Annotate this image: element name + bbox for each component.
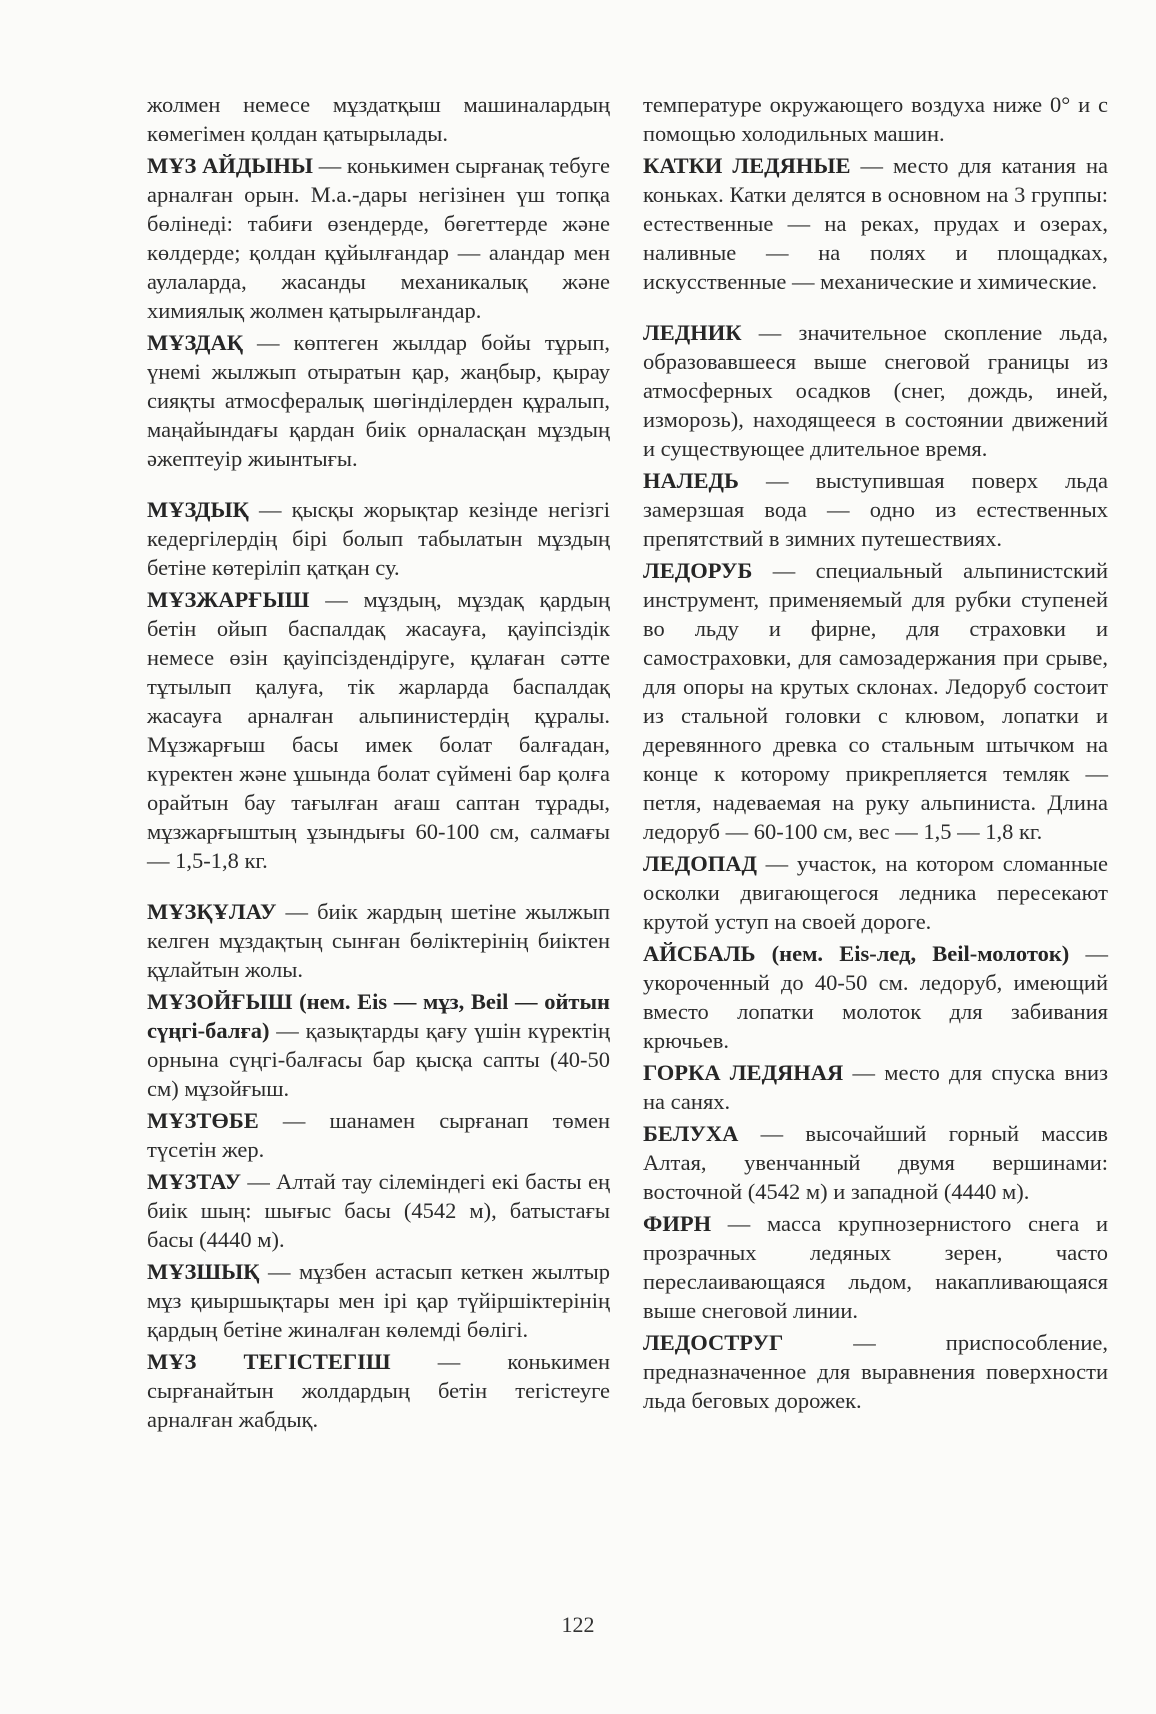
dictionary-entry (643, 318, 1108, 463)
entry-term: МҰЗЖАРҒЫШ (147, 587, 310, 612)
entry-definition: — Алтай тау сілеміндегі екі басты ең биік шың: шығыс басы (4542 м), батыстағы басы (4440 м). (147, 1169, 610, 1252)
dictionary-entry (643, 939, 1108, 1055)
entry-term: ЛЕДОРУБ (643, 558, 753, 583)
entry-definition: — биік жардың шетіне жылжып келген мұздақтың сынған бөліктерінің биіктен құлайтын жолы. (147, 899, 610, 982)
entry-term: БЕЛУХА (643, 1121, 739, 1146)
dictionary-entry (147, 987, 610, 1103)
entry-definition: — значительное скопление льда, образовавшееся выше снеговой границы из атмосферных осадков (снег, дождь, иней, изморозь), находящееся в состоянии движений и существующее длительное время. (643, 320, 1108, 461)
dictionary-entry (643, 849, 1108, 936)
entry-term: ЛЕДОПАД (643, 851, 757, 876)
dictionary-entry (643, 1328, 1108, 1415)
entry-definition: — масса крупнозернистого снега и прозрачных ледяных зерен, часто переслаивающаяся льдом, накапливающаяся выше снеговой линии. (643, 1211, 1108, 1323)
entry-definition: — қазықтарды қағу үшін күректің орнына сүңгі-балғасы бар қысқа сапты (40-50 см) мұзойғыш. (147, 1018, 610, 1101)
entry-definition: — мұзбен астасып кеткен жылтыр мұз қиыршықтары мен ірі қар түйіршіктерінің қардың бетіне жиналған көлемді бөлігі. (147, 1259, 610, 1342)
entry-term: ГОРКА ЛЕДЯНАЯ (643, 1060, 844, 1085)
left-column (147, 90, 610, 1437)
entry-term: МҰЗОЙҒЫШ (нем. Eis — мұз, Beil — ойтын сүңгі-балға) (147, 989, 610, 1043)
entry-definition: — приспособление, предназначенное для выравнения поверхности льда беговых дорожек. (643, 1330, 1108, 1413)
dictionary-entry (643, 1058, 1108, 1116)
dictionary-entry (147, 495, 610, 582)
dictionary-entry (643, 1119, 1108, 1206)
entry-definition: — высочайший горный массив Алтая, увенчанный двумя вершинами: восточной (4542 м) и западной (4440 м). (643, 1121, 1108, 1204)
entry-definition: — қысқы жорықтар кезінде негізгі кедергілердің бірі болып табылатын мұздың бетіне көтеріліп қатқан су. (147, 497, 610, 580)
entry-term: МҰЗ ТЕГІСТЕГІШ (147, 1349, 391, 1374)
dictionary-entry (147, 897, 610, 984)
entry-term: КАТКИ ЛЕДЯНЫЕ (643, 153, 851, 178)
dictionary-entry (643, 1209, 1108, 1325)
continuation-text: жолмен немесе мұздатқыш машиналардың көмегімен қолдан қатырылады. (147, 92, 610, 146)
entry-term: МҰЗДАҚ (147, 330, 244, 355)
right-column (643, 90, 1108, 1418)
entry-definition: — укороченный до 40-50 см. ледоруб, имеющий вместо лопатки молоток для забивания крючьев. (643, 941, 1108, 1053)
dictionary-entry (147, 151, 610, 325)
continuation-text: температуре окружающего воздуха ниже 0° и с помощью холодильных машин. (643, 92, 1108, 146)
entry-definition: — конькимен сырғанайтын жолдардың бетін тегістеуге арналған жабдық. (147, 1349, 610, 1432)
entry-term: ЛЕДОСТРУГ (643, 1330, 784, 1355)
page-number: 122 (561, 1612, 595, 1637)
entry-term: МҰЗҚҰЛАУ (147, 899, 277, 924)
entry-term: ФИРН (643, 1211, 712, 1236)
dictionary-entry (643, 556, 1108, 846)
entry-definition: — көптеген жылдар бойы тұрып, үнемі жылжып отыратын қар, жаңбыр, қырау сияқты атмосфералық шөгінділерден құралып, маңайындағы қардан биік орналасқан мұздың әжептеуір жиынтығы. (147, 330, 610, 471)
entry-term: МҰЗДЫҚ (147, 497, 249, 522)
dictionary-entry (147, 585, 610, 875)
entry-definition: — конькимен сырғанақ тебуге арналған орын. М.а.-дары негізінен үш топқа бөлінеді: табиғи өзендерде, бөгеттерде және көлдерде; қолдан құйылғандар — аландар мен аулаларда, жасанды механикалық және химиялық жолмен қатырылғандар. (147, 153, 611, 323)
entry-definition: — место для катания на коньках. Катки делятся в основном на 3 группы: естественные — на реках, прудах и озерах, наливные — на полях и площадках, искусственные — механические и химические. (643, 153, 1109, 294)
entry-definition: — мұздың, мұздақ қардың бетін ойып баспалдақ жасауға, қауіпсіздік немесе өзін қауіпсіздендіруге, құлаған сәтте тұтылып қалуға, тік жарларда баспалдақ жасауға арналған альпинистердің құралы. Мұзжарғыш басы имек болат балғадан, күректен және ұшында болат сүйменi бар қолға орайтын бау тағылған ағаш саптан тұрады, мұзжарғыштың ұзындығы 60-100 см, салмағы — 1,5-1,8 кг. (147, 587, 610, 873)
entry-definition: — шанамен сырғанап төмен түсетін жер. (147, 1108, 610, 1162)
dictionary-entry (643, 466, 1108, 553)
dictionary-entry (147, 1347, 610, 1434)
entry-term: МҰЗТАУ (147, 1169, 242, 1194)
entry-definition: — участок, на котором сломанные осколки двигающегося ледника пересекают крутой уступ на своей дороге. (643, 851, 1108, 934)
dictionary-entry (147, 1106, 610, 1164)
entry-definition: — место для спуска вниз на санях. (643, 1060, 1108, 1114)
entry-term: МҰЗТӨБЕ (147, 1108, 259, 1133)
entry-term: НАЛЕДЬ (643, 468, 739, 493)
entry-term: ЛЕДНИК (643, 320, 742, 345)
entry-definition: — выступившая поверх льда замерзшая вода — одно из естественных препятствий в зимних путешествиях. (643, 468, 1108, 551)
entry-term: АЙСБАЛЬ (нем. Eis-лед, Beil-молоток) (643, 941, 1070, 966)
dictionary-entry (147, 1257, 610, 1344)
dictionary-entry (147, 1167, 610, 1254)
dictionary-entry (147, 328, 610, 473)
entry-definition: — специальный альпинистский инструмент, применяемый для рубки ступеней во льду и фирне, для страховки и самостраховки, для самозадержания при срыве, для опоры на крутых склонах. Ледоруб состоит из стальной головки с клювом, лопатки и деревянного древка со стальным штычком на конце к которому прикрепляется темляк — петля, надеваемая на руку альпиниста. Длина ледоруб — 60-100 см, вес — 1,5 — 1,8 кг. (643, 558, 1108, 844)
entry-term: МҰЗШЫҚ (147, 1259, 260, 1284)
entry-term: МҰЗ АЙДЫНЫ (147, 153, 313, 178)
dictionary-entry (643, 151, 1108, 296)
